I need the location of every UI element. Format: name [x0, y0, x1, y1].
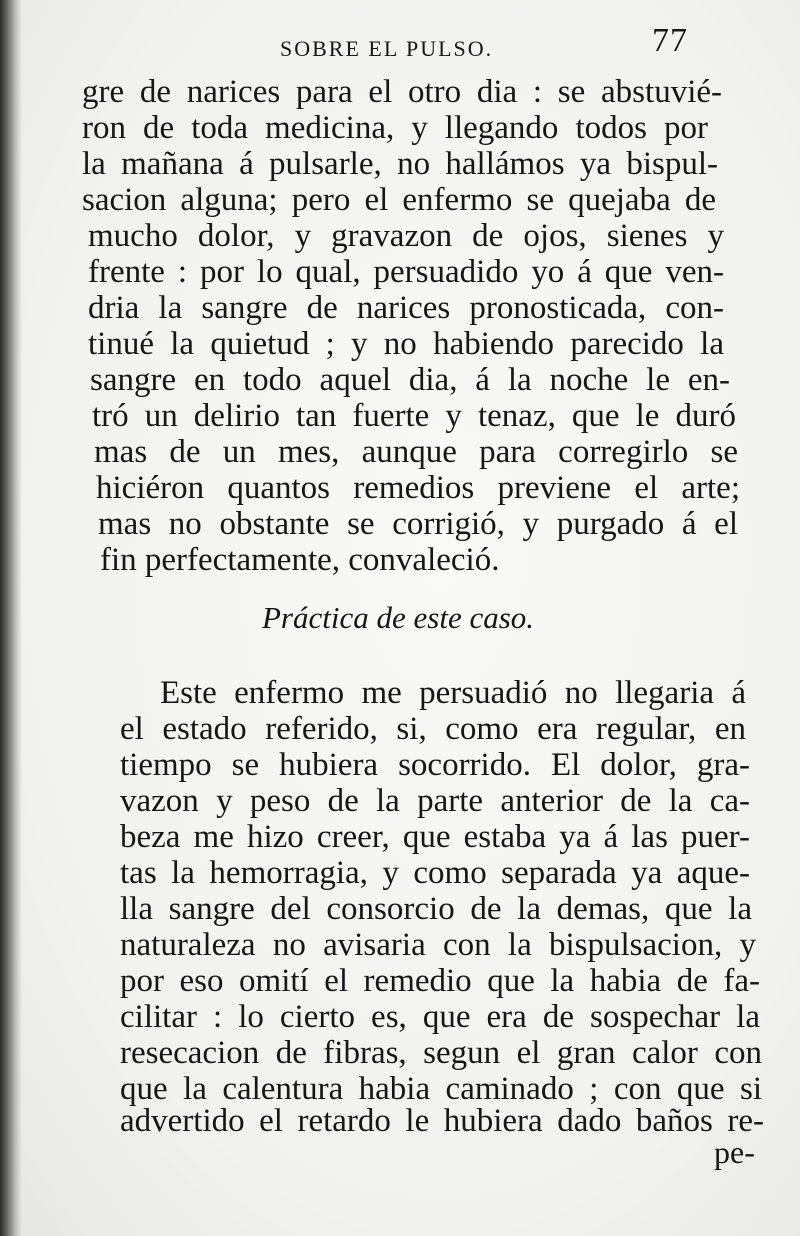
text-line: la mañana á pulsarle, no hallámos ya bispul-	[82, 146, 718, 182]
text-line: que la calentura habia caminado ; con que si	[120, 1071, 762, 1107]
text-line: tró un delirio tan fuerte y tenaz, que le duró	[92, 398, 736, 434]
text-line: sacion alguna; pero el enfermo se quejaba de	[82, 182, 716, 218]
text-line: naturaleza no avisaria con la bispulsacion, y	[120, 927, 756, 963]
text-line: tinué la quietud ; y no habiendo parecido la	[88, 326, 724, 362]
page-gutter-shadow	[0, 0, 22, 1236]
text-line: hiciéron quantos remedios previene el arte;	[96, 470, 740, 506]
page-number: 77	[652, 22, 688, 59]
text-line: fin perfectamente, convaleció.	[100, 542, 500, 578]
text-line: mucho dolor, y gravazon de ojos, sienes y	[88, 218, 724, 254]
text-line: el estado referido, si, como era regular, en	[120, 711, 746, 747]
text-line: beza me hizo creer, que estaba ya á las puer-	[120, 819, 750, 855]
text-line: tas la hemorragia, y como separada ya aque-	[120, 855, 750, 891]
text-line: cilitar : lo cierto es, que era de sospechar la	[120, 999, 760, 1035]
text-line: frente : por lo qual, persuadido yo á que ven-	[88, 254, 724, 290]
text-line: gre de narices para el otro dia : se abstuvié-	[82, 74, 722, 110]
text-line: mas de un mes, aunque para corregirlo se	[94, 434, 738, 470]
text-line: dria la sangre de narices pronosticada, con-	[88, 290, 724, 326]
text-line: advertido el retardo le hubiera dado baños re-	[120, 1103, 764, 1139]
text-line: lla sangre del consorcio de la demas, que la	[120, 891, 752, 927]
text-line: Este enfermo me persuadió no llegaria á	[160, 675, 746, 711]
text-line: tiempo se hubiera socorrido. El dolor, gra-	[120, 747, 750, 783]
catchword: pe-	[714, 1134, 755, 1170]
text-line: ron de toda medicina, y llegando todos por	[82, 110, 708, 146]
text-line: vazon y peso de la parte anterior de la ca-	[120, 783, 750, 819]
running-title: SOBRE EL PULSO.	[280, 36, 494, 61]
section-heading: Práctica de este caso.	[262, 600, 535, 635]
page-header	[96, 22, 756, 74]
text-line: mas no obstante se corrigió, y purgado á el	[98, 506, 738, 542]
text-line: sangre en todo aquel dia, á la noche le en-	[90, 362, 730, 398]
text-line: resecacion de fibras, segun el gran calor con	[120, 1035, 762, 1071]
text-line: por eso omití el remedio que la habia de fa-	[120, 963, 760, 999]
